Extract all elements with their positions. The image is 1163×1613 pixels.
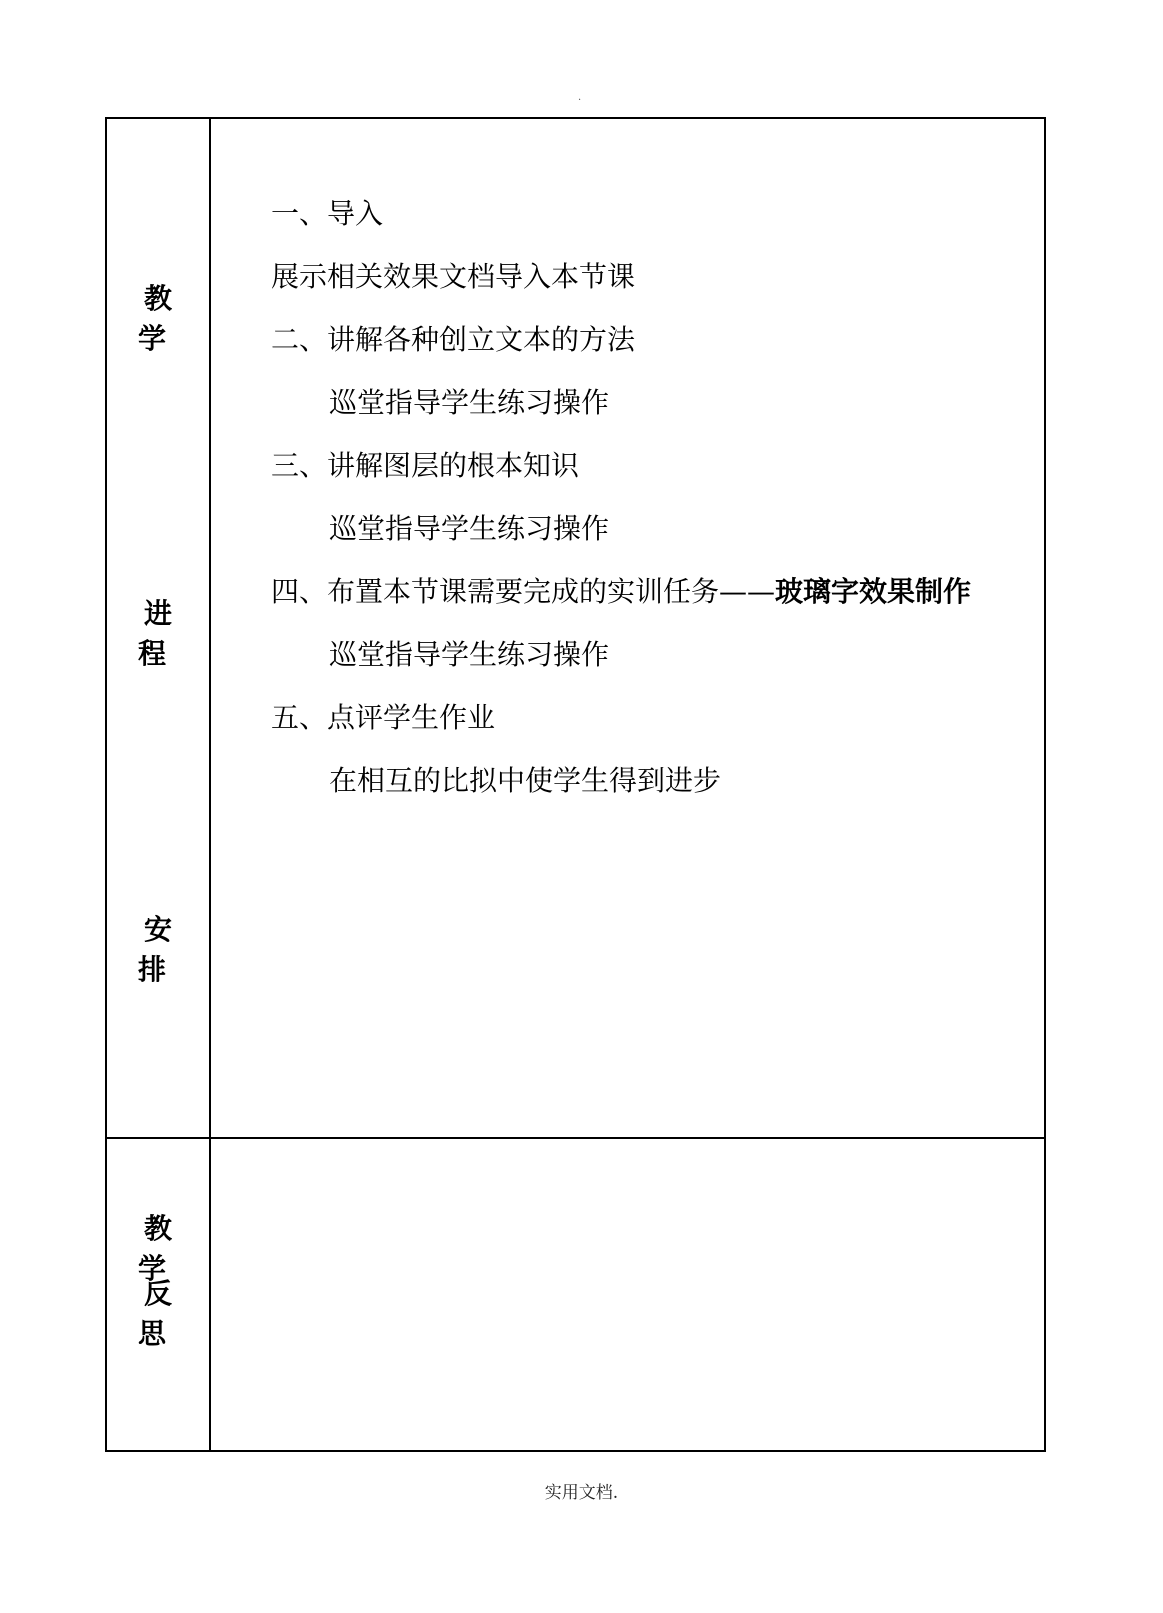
step-line: 在相互的比拟中使学生得到进步: [329, 764, 722, 797]
task-title: 玻璃字效果制作: [775, 575, 972, 608]
step-line: 巡堂指导学生练习操作: [329, 512, 610, 545]
step-line: 二、讲解各种创立文本的方法: [271, 323, 636, 356]
column-divider: [209, 119, 211, 1450]
label-reflection-1: 教 学: [137, 1212, 184, 1285]
step-line: 四、布置本节课需要完成的实训任务——玻璃字效果制作: [271, 575, 972, 608]
step-line: 五、点评学生作业: [271, 701, 496, 734]
step-line: 展示相关效果文档导入本节课: [271, 260, 636, 293]
label-reflection-2: 反 思: [137, 1277, 184, 1350]
row-divider: [107, 1137, 1044, 1139]
footer-text: 实用文档.: [544, 1483, 619, 1503]
step-line: 一、导入: [271, 197, 384, 230]
lesson-table: [105, 117, 1046, 1452]
label-process-2: 进 程: [137, 597, 184, 670]
label-process-3: 安 排: [137, 913, 184, 986]
step-line: 三、讲解图层的根本知识: [271, 449, 580, 482]
step-line: 巡堂指导学生练习操作: [329, 386, 610, 419]
step-line: 巡堂指导学生练习操作: [329, 638, 610, 671]
label-process-1: 教 学: [137, 282, 184, 355]
header-mark: .: [578, 92, 582, 103]
